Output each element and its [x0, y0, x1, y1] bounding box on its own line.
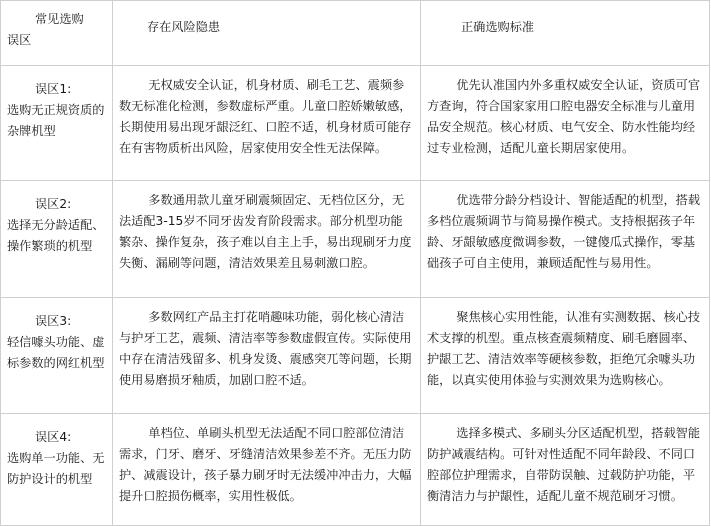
header-risk	[113, 1, 421, 66]
standard-cell	[421, 181, 710, 298]
table-row	[1, 66, 710, 181]
risk-cell	[113, 298, 421, 414]
table-header-row	[1, 1, 710, 66]
misconception-description: 选购单一功能、无防护设计的机型	[7, 451, 105, 486]
header-misconception	[1, 1, 113, 66]
misconception-number: 误区3:	[35, 314, 72, 328]
risk-cell	[113, 414, 421, 526]
risk-text: 单档位、单刷头机型无法适配不同口腔部位清洁需求，门牙、磨牙、牙缝清洁效果参差不齐。无压力防护、减震设计，孩子暴力刷牙时无法缓冲冲击力，大幅提升口腔损伤概率，实用性极低。	[119, 426, 412, 503]
risk-text: 多数网红产品主打花哨趣味功能，弱化核心清洁与护牙工艺，震频、清洁率等参数虚假宣传。实际使用中存在清洁残留多、机身发烫、震感突兀等问题，长期使用易磨损牙釉质，加剧口腔不适。	[119, 310, 412, 387]
misconception-description: 轻信噱头功能、虚标参数的网红机型	[7, 335, 105, 370]
table-row	[1, 181, 710, 298]
table-row	[1, 414, 710, 526]
misconception-description: 选购无正规资质的杂牌机型	[7, 103, 105, 138]
header-standard	[421, 1, 710, 66]
standard-text: 优选带分龄分档设计、智能适配的机型，搭载多档位震频调节与简易操作模式。支持根据孩子年龄、牙龈敏感度微调参数，一键傻瓜式操作，零基础孩子可自主使用，兼顾适配性与易用性。	[427, 193, 701, 270]
standard-cell	[421, 66, 710, 181]
misconception-number: 误区4:	[35, 430, 72, 444]
misconception-description: 选择无分龄适配、操作繁琐的机型	[7, 218, 105, 253]
misconception-cell	[1, 66, 113, 181]
standard-cell	[421, 414, 710, 526]
standard-text: 聚焦核心实用性能，认准有实测数据、核心技术支撑的机型。重点核查震频精度、刷毛磨圆率、护龈工艺、清洁效率等硬核参数，拒绝冗余噱头功能，以真实使用体验与实测效果为选购核心。	[427, 310, 701, 387]
risk-text: 无权威安全认证，机身材质、刷毛工艺、震频参数无标准化检测，参数虚标严重。儿童口腔娇嫩敏感，长期使用易出现牙龈泛红、口腔不适，机身材质可能存在有害物质析出风险，居家使用安全性无法保障。	[119, 78, 412, 155]
header-misconception-line1: 常见选购	[35, 12, 84, 26]
standard-text: 选择多模式、多刷头分区适配机型，搭载智能防护减震结构。可针对性适配不同年龄段、不同口腔部位护理需求，自带防误触、过载防护功能，平衡清洁力与护龈性，适配儿童不规范刷牙习惯。	[427, 426, 701, 503]
header-standard-label: 正确选购标准	[461, 20, 535, 34]
misconception-cell	[1, 298, 113, 414]
header-misconception-line2: 误区	[7, 33, 32, 47]
misconception-number: 误区2:	[35, 197, 72, 211]
standard-text: 优先认准国内外多重权威安全认证，资质可官方查询，符合国家家用口腔电器安全标准与儿童用品安全规范。核心材质、电气安全、防水性能均经过专业检测，适配儿童长期居家使用。	[427, 78, 701, 155]
misconception-number: 误区1:	[35, 82, 72, 96]
misconception-cell	[1, 181, 113, 298]
risk-cell	[113, 66, 421, 181]
misconception-cell	[1, 414, 113, 526]
standard-cell	[421, 298, 710, 414]
risk-text: 多数通用款儿童牙刷震频固定、无档位区分，无法适配3-15岁不同牙齿发育阶段需求。部分机型功能繁杂、操作复杂，孩子难以自主上手，易出现刷牙力度失衡、漏刷等问题，清洁效果差且易刺激口腔。	[119, 193, 412, 270]
header-risk-label: 存在风险隐患	[147, 20, 221, 34]
table-row	[1, 298, 710, 414]
risk-cell	[113, 181, 421, 298]
